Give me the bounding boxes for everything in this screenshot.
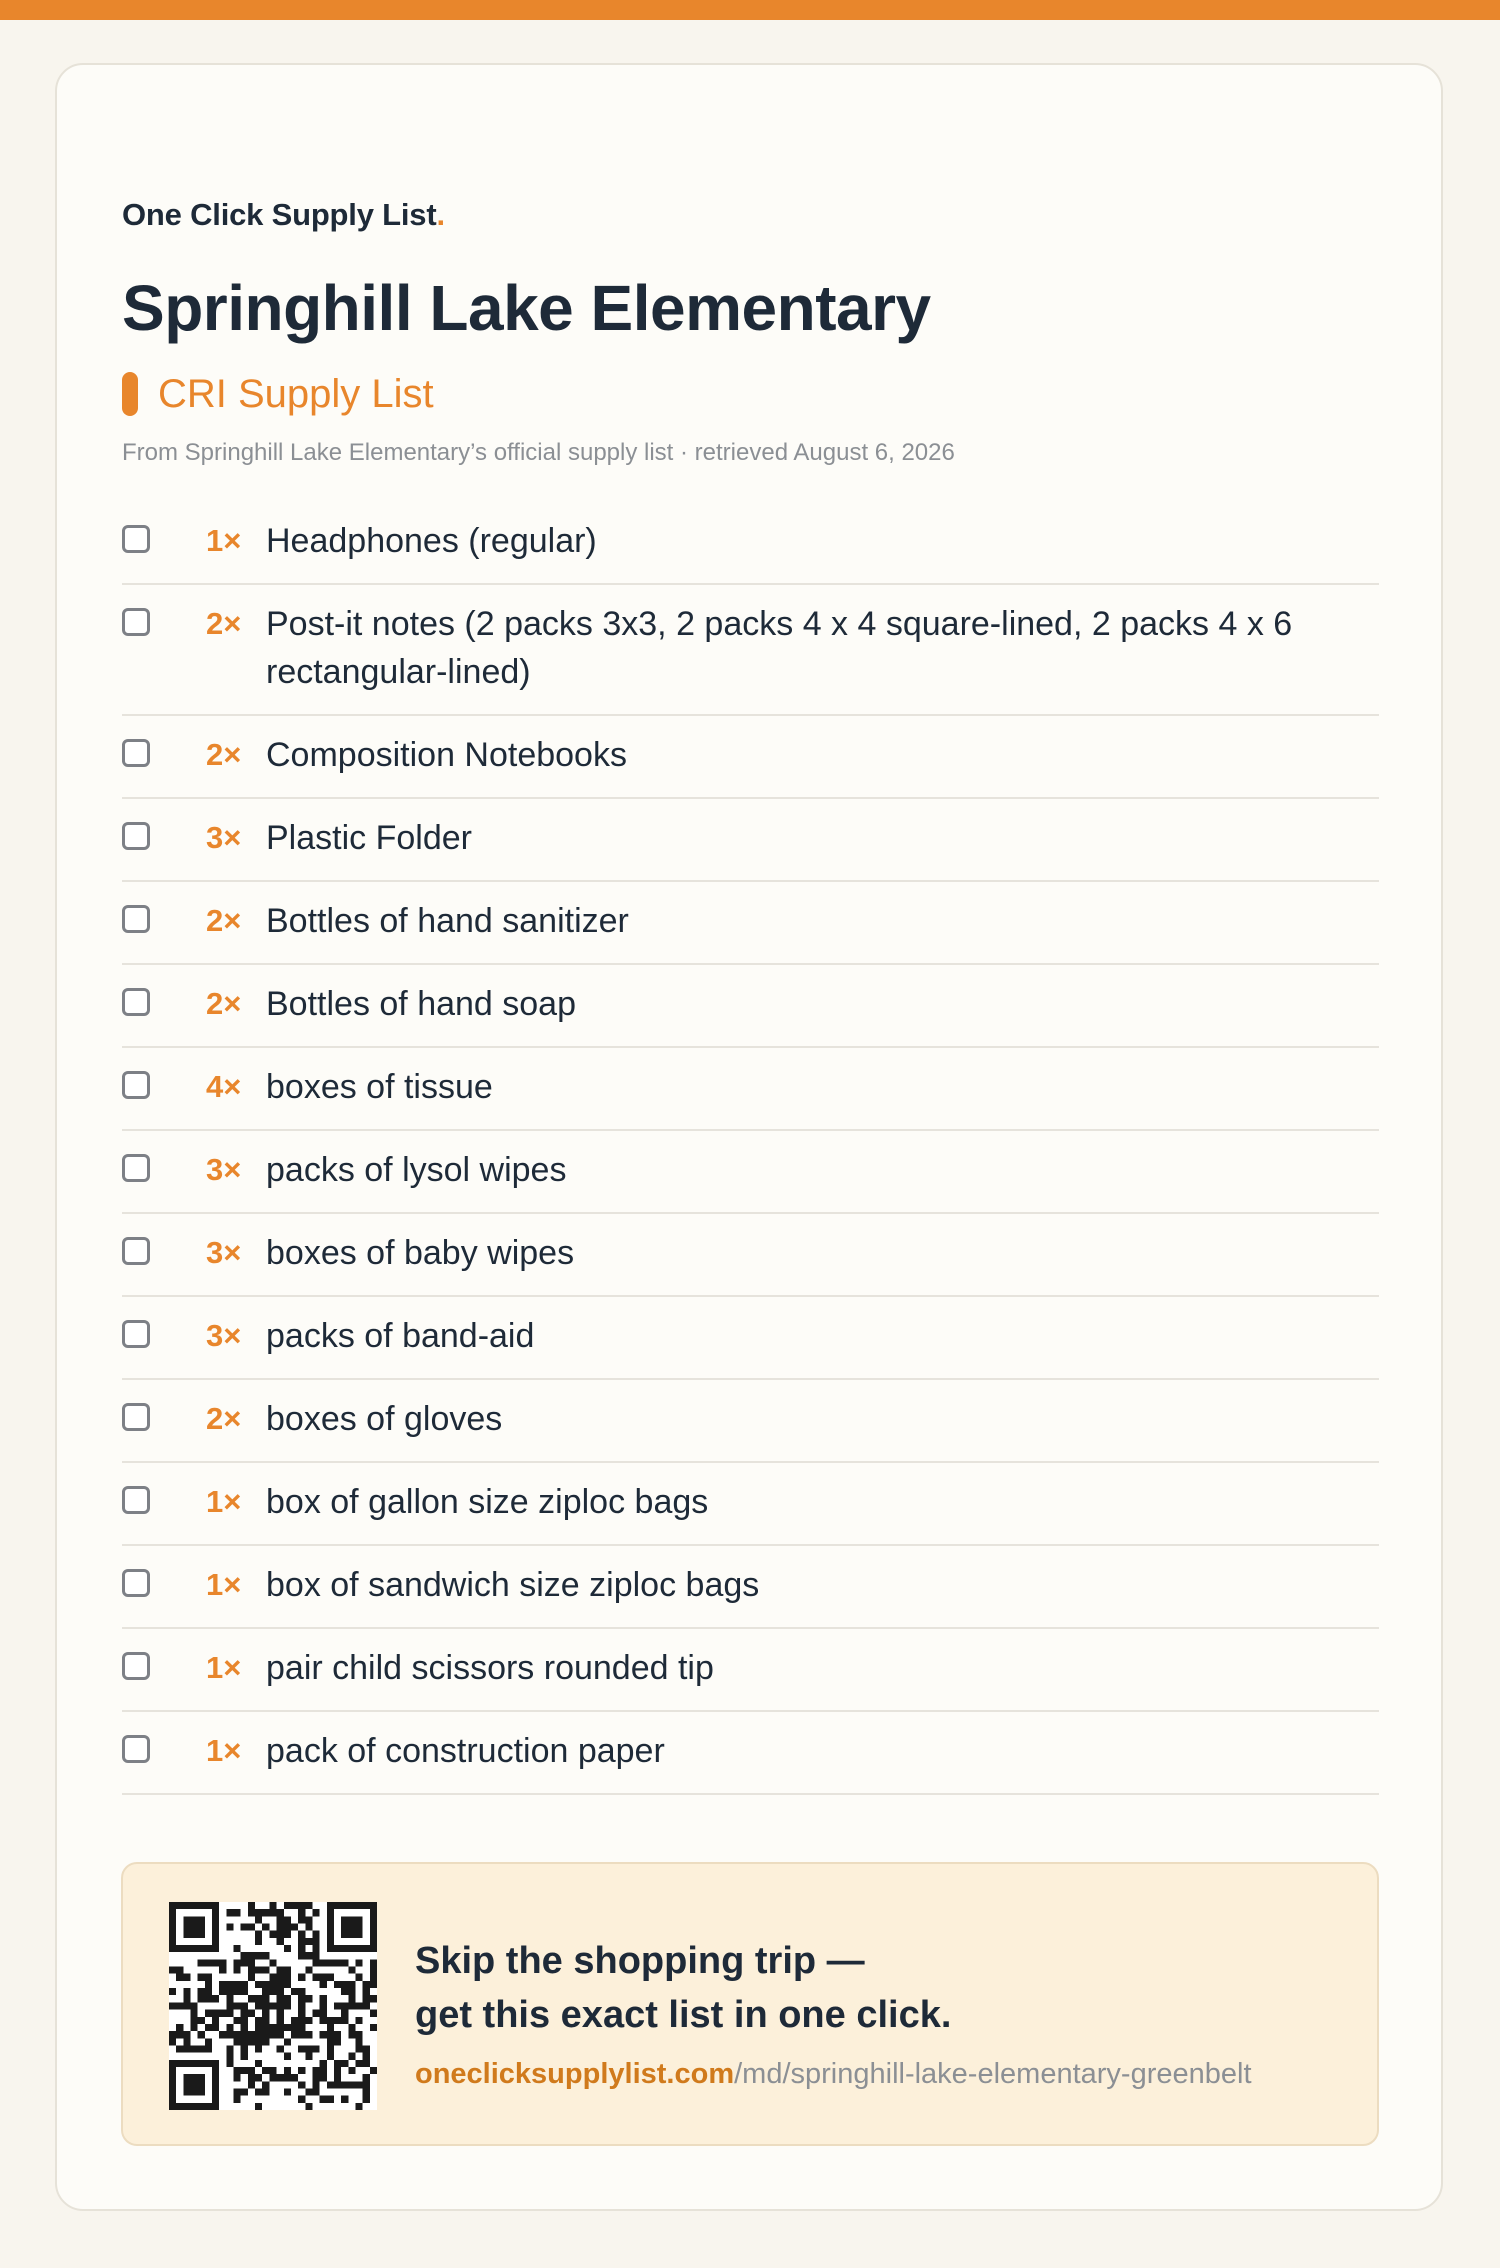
item-name: boxes of gloves	[266, 1400, 503, 1438]
promo-text	[415, 1934, 1252, 2091]
source-note: From Springhill Lake Elementary’s official supply list · retrieved August 6, 2026	[122, 439, 955, 466]
list-item	[122, 1380, 1379, 1463]
supply-items-list	[122, 502, 1379, 1795]
item-name: Bottles of hand soap	[266, 985, 577, 1023]
item-checkbox[interactable]	[122, 905, 150, 933]
top-accent-bar	[0, 0, 1500, 20]
list-item	[122, 1546, 1379, 1629]
item-name: Headphones (regular)	[266, 522, 597, 560]
list-item	[122, 882, 1379, 965]
list-item	[122, 1712, 1379, 1795]
item-checkbox[interactable]	[122, 1071, 150, 1099]
item-quantity: 2×	[206, 1401, 242, 1436]
list-item	[122, 1214, 1379, 1297]
item-checkbox[interactable]	[122, 608, 150, 636]
list-item	[122, 502, 1379, 585]
list-item	[122, 1297, 1379, 1380]
list-item	[122, 1463, 1379, 1546]
item-name: packs of band-aid	[266, 1317, 535, 1355]
list-item	[122, 799, 1379, 882]
item-quantity: 3×	[206, 1318, 242, 1353]
item-quantity: 1×	[206, 1733, 242, 1768]
list-item	[122, 1131, 1379, 1214]
item-checkbox[interactable]	[122, 988, 150, 1016]
item-name: boxes of baby wipes	[266, 1234, 575, 1272]
list-item	[122, 585, 1379, 716]
item-name: boxes of tissue	[266, 1068, 493, 1106]
promo-banner	[121, 1862, 1379, 2146]
list-item	[122, 716, 1379, 799]
item-checkbox[interactable]	[122, 1320, 150, 1348]
item-name: Post-it notes (2 packs 3x3, 2 packs 4 x 4 square-lined, 2 packs 4 x 6 rectangular-lined)	[266, 605, 1293, 691]
promo-link[interactable]	[415, 2058, 1252, 2091]
item-quantity: 3×	[206, 1235, 242, 1270]
item-name: box of gallon size ziploc bags	[266, 1483, 709, 1521]
item-quantity: 2×	[206, 606, 242, 641]
item-checkbox[interactable]	[122, 739, 150, 767]
school-title: Springhill Lake Elementary	[122, 272, 931, 344]
item-quantity: 1×	[206, 1484, 242, 1519]
item-quantity: 3×	[206, 1152, 242, 1187]
item-quantity: 1×	[206, 1567, 242, 1602]
item-checkbox[interactable]	[122, 1154, 150, 1182]
item-checkbox[interactable]	[122, 1486, 150, 1514]
promo-link-domain: oneclicksupplylist.com	[415, 2058, 735, 2090]
list-title: CRI Supply List	[158, 371, 434, 416]
list-heading	[122, 371, 434, 417]
item-quantity: 2×	[206, 737, 242, 772]
brand-name: One Click Supply List	[122, 197, 437, 232]
item-quantity: 3×	[206, 820, 242, 855]
item-quantity: 1×	[206, 1650, 242, 1685]
item-name: Composition Notebooks	[266, 736, 627, 774]
promo-link-path: /md/springhill-lake-elementary-greenbelt	[734, 2058, 1252, 2090]
item-checkbox[interactable]	[122, 525, 150, 553]
item-name: pack of construction paper	[266, 1732, 665, 1770]
item-checkbox[interactable]	[122, 1569, 150, 1597]
brand-dot: .	[436, 197, 445, 232]
list-item	[122, 1629, 1379, 1712]
item-checkbox[interactable]	[122, 1403, 150, 1431]
item-name: packs of lysol wipes	[266, 1151, 567, 1189]
item-name: pair child scissors rounded tip	[266, 1649, 714, 1687]
item-quantity: 2×	[206, 986, 242, 1021]
item-quantity: 2×	[206, 903, 242, 938]
heading-accent-bar	[122, 372, 138, 416]
promo-headline-line-1: Skip the shopping trip —	[415, 1940, 865, 1982]
item-name: Plastic Folder	[266, 819, 472, 857]
item-checkbox[interactable]	[122, 1652, 150, 1680]
item-name: box of sandwich size ziploc bags	[266, 1566, 760, 1604]
qr-code-icon[interactable]	[169, 1902, 377, 2110]
item-checkbox[interactable]	[122, 1735, 150, 1763]
item-quantity: 1×	[206, 523, 242, 558]
item-checkbox[interactable]	[122, 1237, 150, 1265]
item-checkbox[interactable]	[122, 822, 150, 850]
list-item	[122, 1048, 1379, 1131]
item-quantity: 4×	[206, 1069, 242, 1104]
item-name: Bottles of hand sanitizer	[266, 902, 629, 940]
list-item	[122, 965, 1379, 1048]
promo-headline-line-2: get this exact list in one click.	[415, 1994, 952, 2036]
brand-logo[interactable]	[122, 197, 445, 233]
